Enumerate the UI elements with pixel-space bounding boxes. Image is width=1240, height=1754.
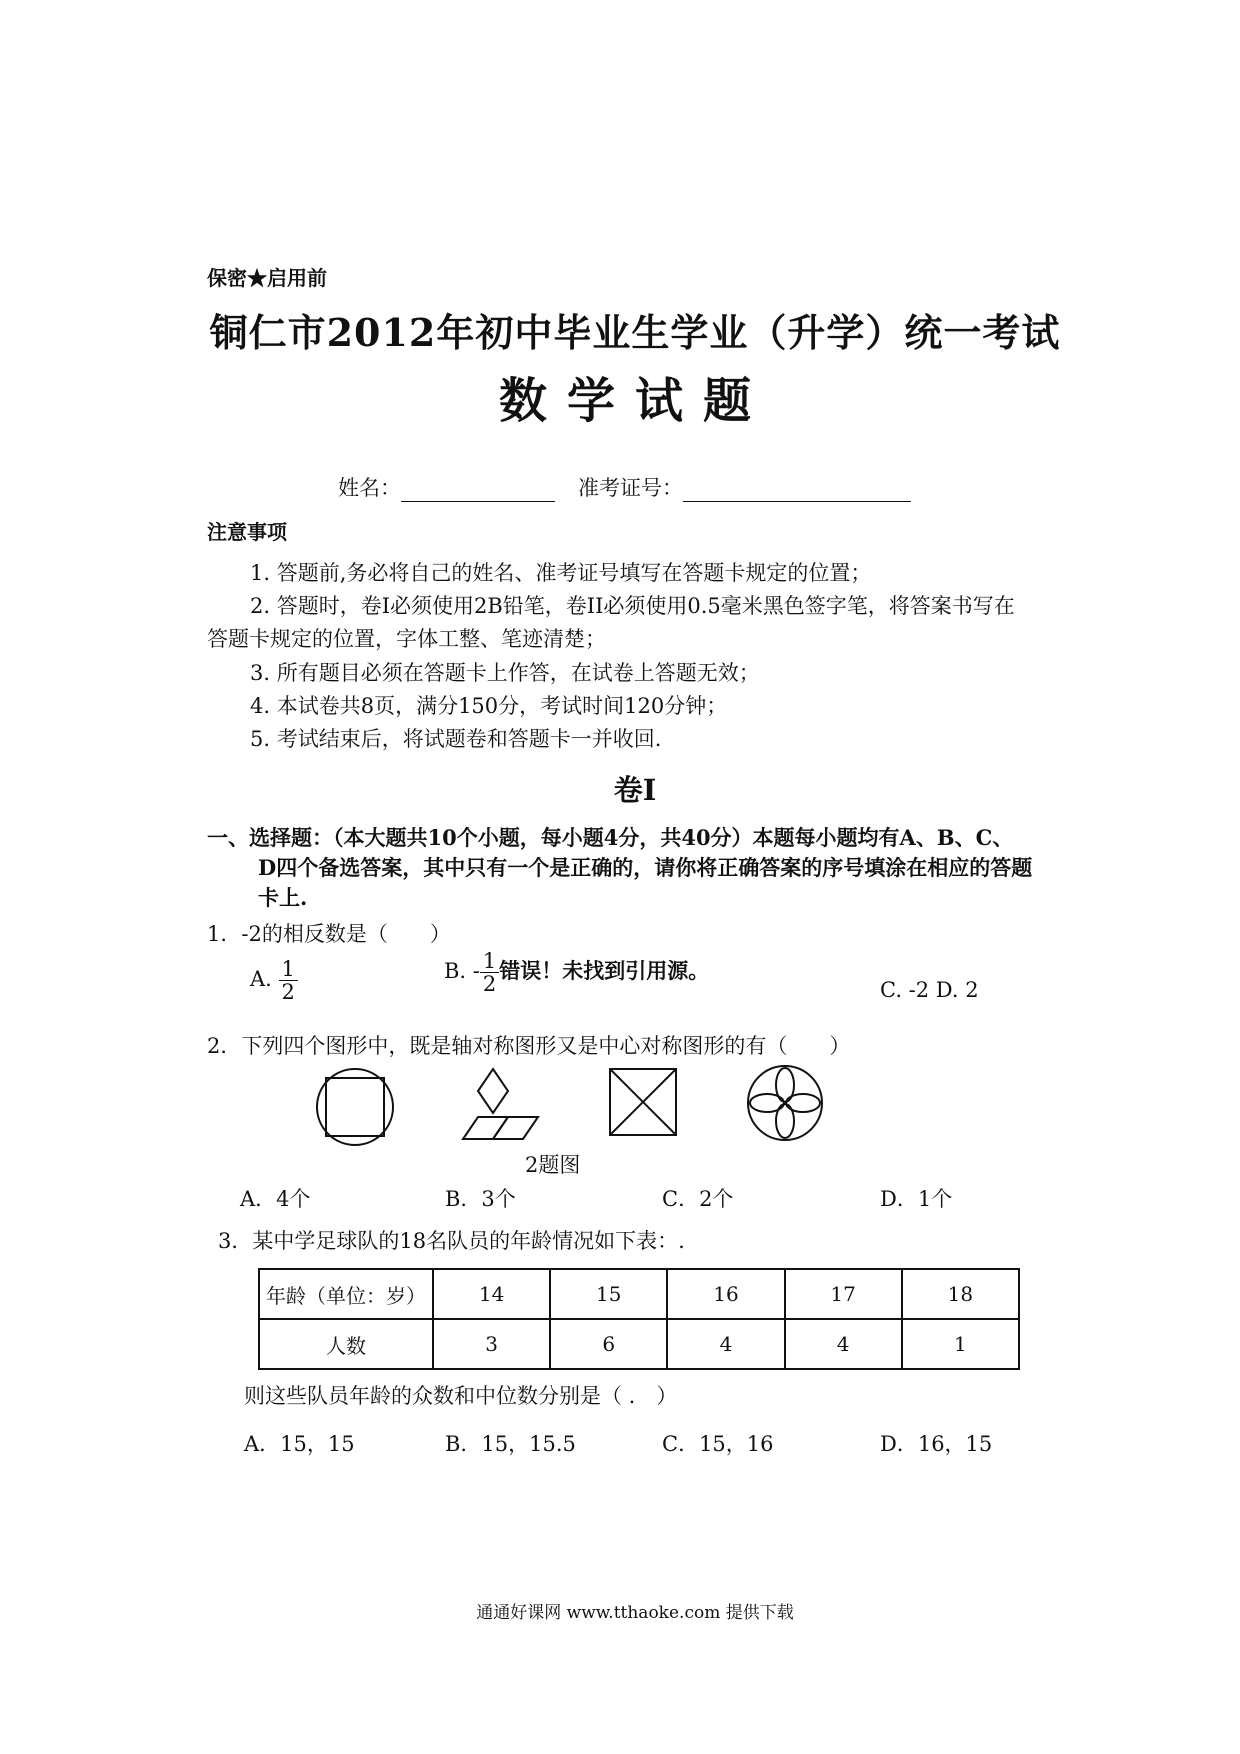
q1-option-a (250, 958, 298, 1003)
id-blank (683, 479, 911, 502)
section-heading: 卡上. (258, 885, 308, 910)
notice-item: 2. 答题时，卷I必须使用2B铅笔，卷II必须使用0.5毫米黑色签字笔，将答案书写在 (250, 594, 1015, 618)
exam-subtitle: 数学试题 (498, 373, 771, 429)
table-cell: 3 (433, 1319, 550, 1369)
q2-figures (300, 1065, 840, 1155)
fraction-numerator: 1 (279, 958, 298, 981)
notice-title: 注意事项 (207, 520, 287, 544)
age-table (258, 1268, 1020, 1370)
question-2-stem: 2．下列四个图形中，既是轴对称图形又是中心对称图形的有（ ） (207, 1034, 851, 1058)
table-cell: 6 (550, 1319, 667, 1369)
q2-option: D．1个 (880, 1187, 953, 1211)
reference-error-text: 错误！未找到引用源。 (499, 958, 710, 984)
figure-caption: 2题图 (525, 1153, 581, 1177)
question-3-stem: 3．某中学足球队的18名队员的年龄情况如下表：. (218, 1229, 685, 1253)
circle-with-square-figure (317, 1069, 393, 1145)
fraction-denominator: 2 (482, 972, 497, 997)
q3-option: A．15，15 (244, 1432, 355, 1456)
notice-item: 4. 本试卷共8页，满分150分，考试时间120分钟； (250, 694, 728, 718)
fraction-numerator: 1 (480, 950, 499, 973)
notice-item: 5. 考试结束后，将试题卷和答题卡一并收回. (250, 727, 662, 751)
notice-item: 答题卡规定的位置，字体工整、笔迹清楚； (207, 627, 606, 651)
table-row (259, 1269, 1019, 1319)
q3-option: B．15，15.5 (445, 1432, 576, 1456)
table-cell: 1 (902, 1319, 1019, 1369)
q3-option: C．15，16 (662, 1432, 774, 1456)
table-cell: 14 (433, 1269, 550, 1319)
fraction (480, 950, 499, 995)
table-cell: 15 (550, 1269, 667, 1319)
table-cell: 4 (785, 1319, 902, 1369)
q3-option: D．16，15 (880, 1432, 993, 1456)
id-label: 准考证号： (578, 476, 683, 500)
name-field (338, 472, 555, 502)
three-rhombus-logo-figure (463, 1069, 538, 1139)
fraction (279, 958, 298, 1003)
table-cell: 16 (667, 1269, 784, 1319)
table-row-label: 人数 (259, 1319, 433, 1369)
q2-option: A．4个 (240, 1187, 311, 1211)
circle-with-four-petals-figure (748, 1066, 822, 1140)
footer-source: 通通好课网 www.tthaoke.com 提供下载 (476, 1603, 794, 1623)
table-row (259, 1319, 1019, 1369)
question-3-prompt: 则这些队员年龄的众数和中位数分别是（ . ） (244, 1384, 678, 1408)
q2-option: C．2个 (662, 1187, 734, 1211)
notice-item: 3. 所有题目必须在答题卡上作答，在试卷上答题无效； (250, 661, 760, 685)
name-label: 姓名： (338, 476, 401, 500)
table-cell: 4 (667, 1319, 784, 1369)
exam-title: 铜仁市2012年初中毕业生学业（升学）统一考试 (209, 310, 1061, 355)
q2-option: B．3个 (445, 1187, 516, 1211)
confidential-label: 保密★启用前 (207, 266, 327, 290)
id-field (578, 472, 911, 502)
notice-item: 1. 答题前,务必将自己的姓名、准考证号填写在答题卡规定的位置； (250, 561, 872, 585)
square-with-diagonals-figure (610, 1069, 676, 1135)
question-1-stem: 1．-2的相反数是（ ） (207, 922, 451, 946)
q1-option-b (444, 950, 709, 995)
section-heading: 一、选择题：（本大题共10个小题，每小题4分，共40分）本题每小题均有A、B、C、 (207, 825, 1014, 850)
fraction-denominator: 2 (281, 980, 295, 1005)
q1-options-cd: C. -2 D. 2 (880, 978, 979, 1002)
q1-option-b-label: B. - (444, 959, 480, 984)
volume-label: 卷I (613, 773, 657, 807)
q1-option-a-label: A. (250, 967, 272, 992)
table-cell: 18 (902, 1269, 1019, 1319)
table-row-label: 年龄（单位：岁） (259, 1269, 433, 1319)
section-heading: D四个备选答案，其中只有一个是正确的，请你将正确答案的序号填涂在相应的答题 (258, 855, 1033, 880)
name-blank (401, 479, 555, 502)
table-cell: 17 (785, 1269, 902, 1319)
